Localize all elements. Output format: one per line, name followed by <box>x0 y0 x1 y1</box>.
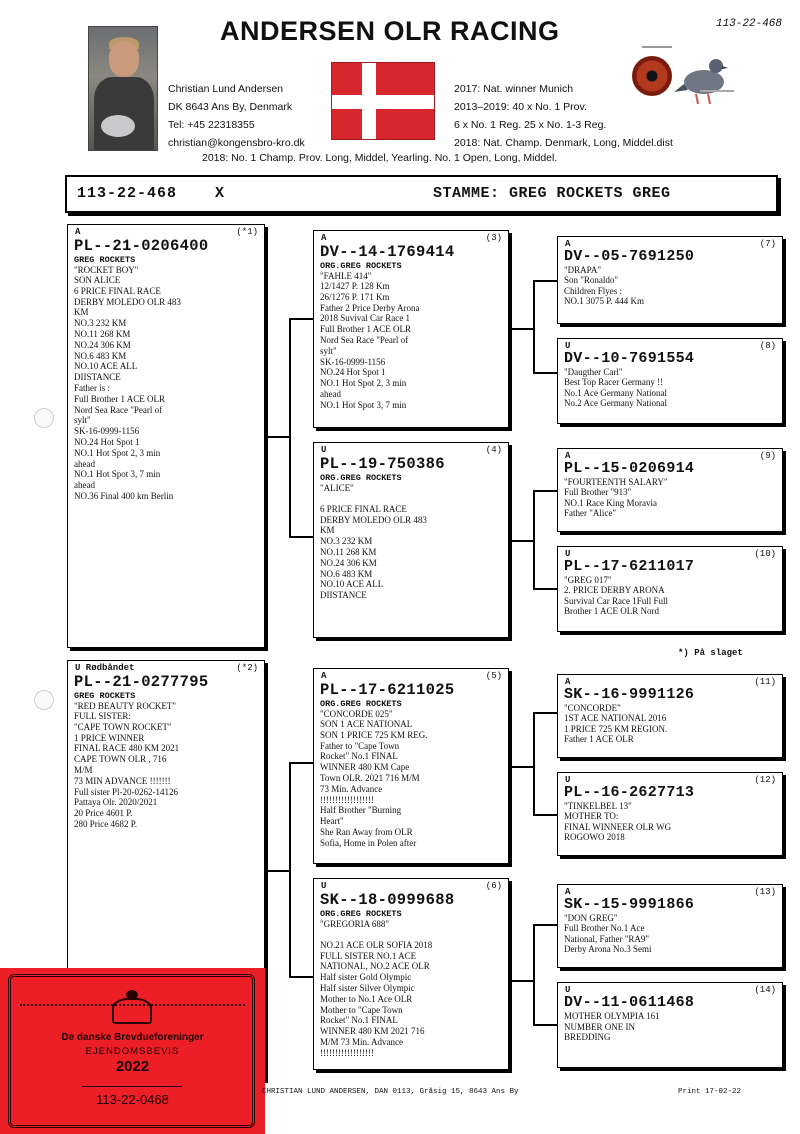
position-number: (13) <box>754 887 776 897</box>
owner-email: christian@kongensbro-kro.dk <box>168 137 305 149</box>
strain-label: STAMME: GREG ROCKETS GREG <box>433 185 671 202</box>
bird-name: "GREGORIA 688" <box>320 919 390 929</box>
stamp-year: 2022 <box>115 1058 150 1075</box>
sex-label: A <box>565 239 571 249</box>
footnote: *) På slaget <box>678 648 743 658</box>
sex-label: A <box>565 677 571 687</box>
description: 6 PRICE FINAL RACE DERBY MOLEDO OLR 483 KM NO.3 232 KM NO.11 268 KM NO.24 306 KM NO.6 483 KM NO.10 ACE ALL DIISTANCE <box>320 503 427 601</box>
description: 1ST ACE NATIONAL 2016 1 PRICE 725 KM REGION. Father 1 ACE OLR <box>564 713 668 745</box>
sex-label: A <box>75 227 81 237</box>
achievement-item: 2013–2019: 40 x No. 1 Prov. <box>454 101 587 113</box>
position-number: (11) <box>754 677 776 687</box>
punch-hole <box>34 408 54 428</box>
bird-name: "DRAPA" <box>564 265 602 275</box>
position-number: (*1) <box>236 227 258 237</box>
main-ring-number: 113-22-468 <box>77 185 178 202</box>
description: 12/1427 P. 128 Km 26/1276 P. 171 Km Father 2 Price Derby Arona 2018 Suvival Car Race 1 Full Brother 1 ACE OLR Nord Sea Race "Pearl of sylt" SK-16-0999-1156 NO.24 Hot Spot 1 NO.1 Hot Spot 2, 3 min ahead NO.1 Hot Spot 3, 7 min <box>320 281 420 410</box>
ownership-stamp <box>0 968 265 1134</box>
ring-number: PL--21-0277795 <box>74 673 209 691</box>
description: 2. PRICE DERBY ARONA Survival Car Race 1Full Full Brother 1 ACE OLR Nord <box>564 585 668 617</box>
description: MOTHER TO: FINAL WINNEER OLR WG ROGOWO 2018 <box>564 811 672 843</box>
punch-hole <box>34 690 54 710</box>
sex-label: A <box>565 887 571 897</box>
bird-name: "ALICE" <box>320 483 354 493</box>
association-name: De danske Brevdueforeninger <box>61 1032 204 1043</box>
ring-number: PL--17-6211017 <box>564 558 695 575</box>
strain: ORG.GREG ROCKETS <box>320 699 402 709</box>
great-grandparent-card <box>557 884 783 968</box>
sex-label: U <box>565 985 571 995</box>
ring-number: SK--15-9991866 <box>564 896 695 913</box>
description: Full Brother "913" NO.1 Race King Moravia Father "Alice" <box>564 487 657 519</box>
description: Son "Ronaldo" Children Flyes : NO.1 3075 P. 444 Km <box>564 275 645 307</box>
great-grandparent-card <box>557 546 783 632</box>
description: Best Top Racer Germany !! No.1 Ace Germany National No.2 Ace Germany National <box>564 377 667 409</box>
ring-header-bar <box>65 175 778 213</box>
stamp-label: EJENDOMSBEVIS <box>85 1046 180 1057</box>
grandsire-card <box>313 668 509 864</box>
owner-info <box>168 80 305 152</box>
position-number: (8) <box>759 341 776 351</box>
bird-name: "DON GREG" <box>564 913 618 923</box>
bird-name: "FAHLE 414" <box>320 271 372 281</box>
great-grandparent-card <box>557 236 783 324</box>
bird-name: "RED BEAUTY ROCKET" <box>74 701 177 711</box>
pigeon-icon <box>674 52 728 108</box>
strain: ORG.GREG ROCKETS <box>320 261 402 271</box>
page-title: ANDERSEN OLR RACING <box>220 16 560 46</box>
sex-label: A <box>321 233 327 243</box>
bird-name: "CONCORDE" <box>564 703 621 713</box>
great-grandparent-card <box>557 448 783 532</box>
bird-name: "Daugther Carl" <box>564 367 623 377</box>
strain: GREG ROCKETS <box>74 691 136 701</box>
position-number: (6) <box>485 881 502 891</box>
position-number: (4) <box>485 445 502 455</box>
sex-label: U <box>565 775 571 785</box>
position-number: (12) <box>754 775 776 785</box>
description: Full Brother No.1 Ace National, Father "RA9" Derby Arona No.3 Semi <box>564 923 652 955</box>
ring-number: DV--10-7691554 <box>564 350 695 367</box>
description: SON 1 ACE NATIONAL SON 1 PRICE 725 KM REG. Father to "Cape Town Rocket" No.1 FINAL WINNER 480 KM Cape Town OLR. 2021 716 M/M 73 Min. Advance !!!!!!!!!!!!!!!!!! Half Brother "Burning Heart" She Ran Away from OLR Sofia, Home in Polen after <box>320 719 428 848</box>
granddam-card <box>313 442 509 638</box>
owner-phone: Tel: +45 22318355 <box>168 119 255 131</box>
position-number: (9) <box>759 451 776 461</box>
ring-number: DV--11-0611468 <box>564 994 695 1011</box>
achievement-item: 2018: Nat. Champ. Denmark, Long, Middel.dist <box>454 137 673 149</box>
sire-card <box>67 224 265 648</box>
sex-label: A <box>321 671 327 681</box>
ring-number: PL--19-750386 <box>320 455 445 473</box>
strain: GREG ROCKETS <box>74 255 136 265</box>
strain: ORG.GREG ROCKETS <box>320 909 402 919</box>
strain: ORG.GREG ROCKETS <box>320 473 402 483</box>
sex-label: U <box>565 549 571 559</box>
bird-name: "ROCKET BOY" <box>74 265 139 275</box>
sex-label: U <box>321 881 327 891</box>
bird-name: "FOURTEENTH SALARY" <box>564 477 668 487</box>
sex-label: U <box>321 445 327 455</box>
achievement-item: 6 x No. 1 Reg. 25 x No. 1-3 Reg. <box>454 119 607 131</box>
sex-label: A <box>565 451 571 461</box>
owner-photo <box>88 26 158 151</box>
granddam-card <box>313 878 509 1070</box>
sex-label: U Rødbåndet <box>75 663 135 673</box>
achievement-line: 2018: No. 1 Champ. Prov. Long, Middel, Yearling. No. 1 Open, Long, Middel. <box>202 152 558 164</box>
ring-number: PL--16-2627713 <box>564 784 695 801</box>
bird-name: "TINKELBEL 13" <box>564 801 632 811</box>
position-number: (14) <box>754 985 776 995</box>
owner-name: Christian Lund Andersen <box>168 83 283 95</box>
great-grandparent-card <box>557 674 783 758</box>
pigeon-eye-icon <box>632 56 672 96</box>
position-number: (*2) <box>236 663 258 673</box>
ring-number: SK--16-9991126 <box>564 686 695 703</box>
description: MOTHER OLYMPIA 161 NUMBER ONE IN BREDDING <box>564 1011 660 1043</box>
association-emblem-icon <box>112 998 152 1024</box>
bird-name: "CONCORDE 025" <box>320 709 393 719</box>
ring-number: PL--17-6211025 <box>320 681 455 699</box>
ring-number: SK--18-0999688 <box>320 891 455 909</box>
grandsire-card <box>313 230 509 428</box>
ring-number: DV--05-7691250 <box>564 248 695 265</box>
achievement-item: 2017: Nat. winner Munich <box>454 83 574 95</box>
description: NO.21 ACE OLR SOFIA 2018 FULL SISTER NO.1 ACE NATIONAL, NO.2 ACE OLR Half sister Gold Olympic Half sister Silver Olympic Mother to No.1 Ace OLR Mother to "Cape Town Rocket" No.1 FINAL WINNER 480 KM 2021 716 M/M 73 Min. Advance !!!!!!!!!!!!!!!!!! <box>320 939 433 1058</box>
ring-number: PL--21-0206400 <box>74 237 209 255</box>
pigeon-logo <box>628 42 728 112</box>
cross-marker: X <box>215 185 225 202</box>
ring-number: PL--15-0206914 <box>564 460 695 477</box>
description: FULL SISTER: "CAPE TOWN ROCKET" 1 PRICE WINNER FINAL RACE 480 KM 2021 CAPE TOWN OLR , 716 M/M 73 MIN ADVANCE !!!!!!! Full sister Pl-20-0262-14126 Pattaya Olr. 2020/2021 20 Price 4601 P. 280 Price 4682 P. <box>74 711 180 829</box>
sex-label: U <box>565 341 571 351</box>
danish-flag <box>331 62 435 140</box>
position-number: (5) <box>485 671 502 681</box>
great-grandparent-card <box>557 772 783 856</box>
position-number: (3) <box>485 233 502 243</box>
great-grandparent-card <box>557 982 783 1068</box>
description: SON ALICE 6 PRICE FINAL RACE DERBY MOLEDO OLR 483 KM NO.3 232 KM NO.11 268 KM NO.24 306 KM NO.6 483 KM NO.10 ACE ALL DIISTANCE Father is : Full Brother 1 ACE OLR Nord Sea Race "Pearl of sylt" SK-16-0999-1156 NO.24 Hot Spot 1 NO.1 Hot Spot 2, 3 min ahead NO.1 Hot Spot 3, 7 min ahead NO.36 Final 400 km Berlin <box>74 275 181 501</box>
stamp-ring-number: 113-22-0468 <box>96 1092 169 1107</box>
print-date: Print 17-02-22 <box>678 1088 742 1096</box>
bird-name: "GREG 017" <box>564 575 612 585</box>
position-number: (7) <box>759 239 776 249</box>
position-number: (10) <box>754 549 776 559</box>
document-number: 113-22-468 <box>715 18 782 30</box>
footer-address: CHRISTIAN LUND ANDERSEN, DAN 0113, Gråsig 15, 8643 Ans By <box>262 1088 519 1096</box>
owner-address: DK 8643 Ans By, Denmark <box>168 101 293 113</box>
great-grandparent-card <box>557 338 783 424</box>
ring-number: DV--14-1769414 <box>320 243 455 261</box>
